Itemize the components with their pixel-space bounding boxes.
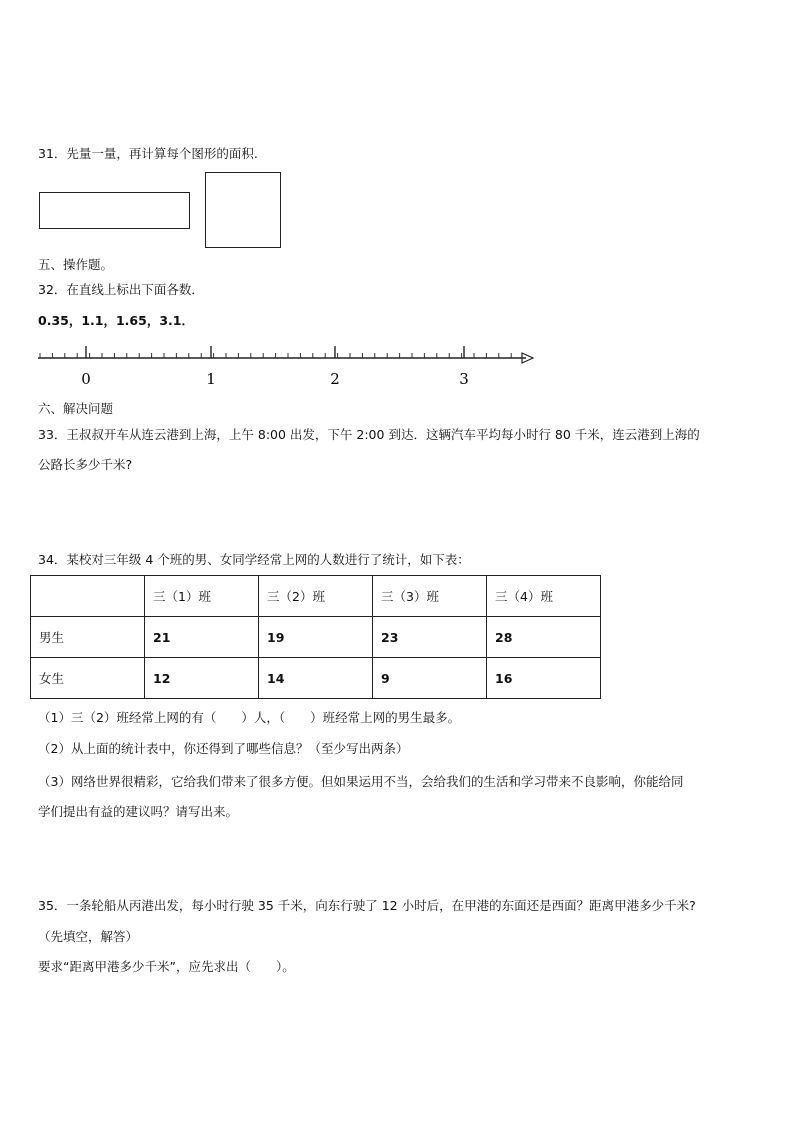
q34-text: 34．某校对三年级 4 个班的男、女同学经常上网的人数进行了统计，如下表： [38,552,470,567]
q33-line-1: 33．王叔叔开车从连云港到上海，上午 8:00 出发，下午 2:00 到达．这辆汽车平均每小时行 80 千米，连云港到上海的 [38,427,700,442]
table-row [31,617,601,658]
table-header-cell: 三（1）班 [145,576,259,617]
table-cell: 9 [373,658,487,699]
q34-sub-2: （2）从上面的统计表中，你还得到了哪些信息？（至少写出两条） [38,741,409,756]
statistics-table [30,575,601,699]
q32-numbers: 0.35，1.1，1.65，3.1． [38,313,194,328]
q33-line-2: 公路长多少千米? [38,457,133,472]
square-figure [205,172,281,248]
q32-text: 32．在直线上标出下面各数． [38,282,204,297]
table-header-row [31,576,601,617]
table-row-label: 男生 [31,617,145,658]
table-cell: 12 [145,658,259,699]
table-cell: 19 [259,617,373,658]
q35-line-3: 要求“距离甲港多少千米”，应先求出（ ）。 [38,959,295,974]
tick-label-3: 3 [459,370,469,388]
q34-sub-3-line-1: （3）网络世界很精彩，它给我们带来了很多方便。但如果运用不当，会给我们的生活和学习带来不良影响，你能给同 [38,774,684,789]
table-header-cell: 三（3）班 [373,576,487,617]
table-cell: 14 [259,658,373,699]
table-row [31,658,601,699]
tick-label-2: 2 [330,370,340,388]
tick-label-0: 0 [81,370,91,388]
section-6-heading: 六、解决问题 [38,401,114,416]
table-row-label: 女生 [31,658,145,699]
table-cell: 16 [487,658,601,699]
number-line-ticks [40,346,511,358]
number-line [36,340,538,390]
table-cell: 23 [373,617,487,658]
q31-text: 31．先量一量，再计算每个图形的面积. [38,146,258,161]
q35-line-2: （先填空，解答） [38,929,139,944]
q34-sub-3-line-2: 学们提出有益的建议吗？请写出来。 [38,804,239,819]
table-header-cell: 三（2）班 [259,576,373,617]
table-cell: 21 [145,617,259,658]
table-header-cell: 三（4）班 [487,576,601,617]
q35-line-1: 35．一条轮船从丙港出发，每小时行驶 35 千米，向东行驶了 12 小时后，在甲港的东面还是西面？距离甲港多少千米? [38,898,696,913]
q34-sub-1: （1）三（2）班经常上网的有（ ）人，（ ）班经常上网的男生最多。 [38,710,461,725]
rectangle-figure [39,192,190,229]
table-corner-cell [31,576,145,617]
table-cell: 28 [487,617,601,658]
section-5-heading: 五、操作题。 [38,257,114,272]
tick-label-1: 1 [206,370,216,388]
